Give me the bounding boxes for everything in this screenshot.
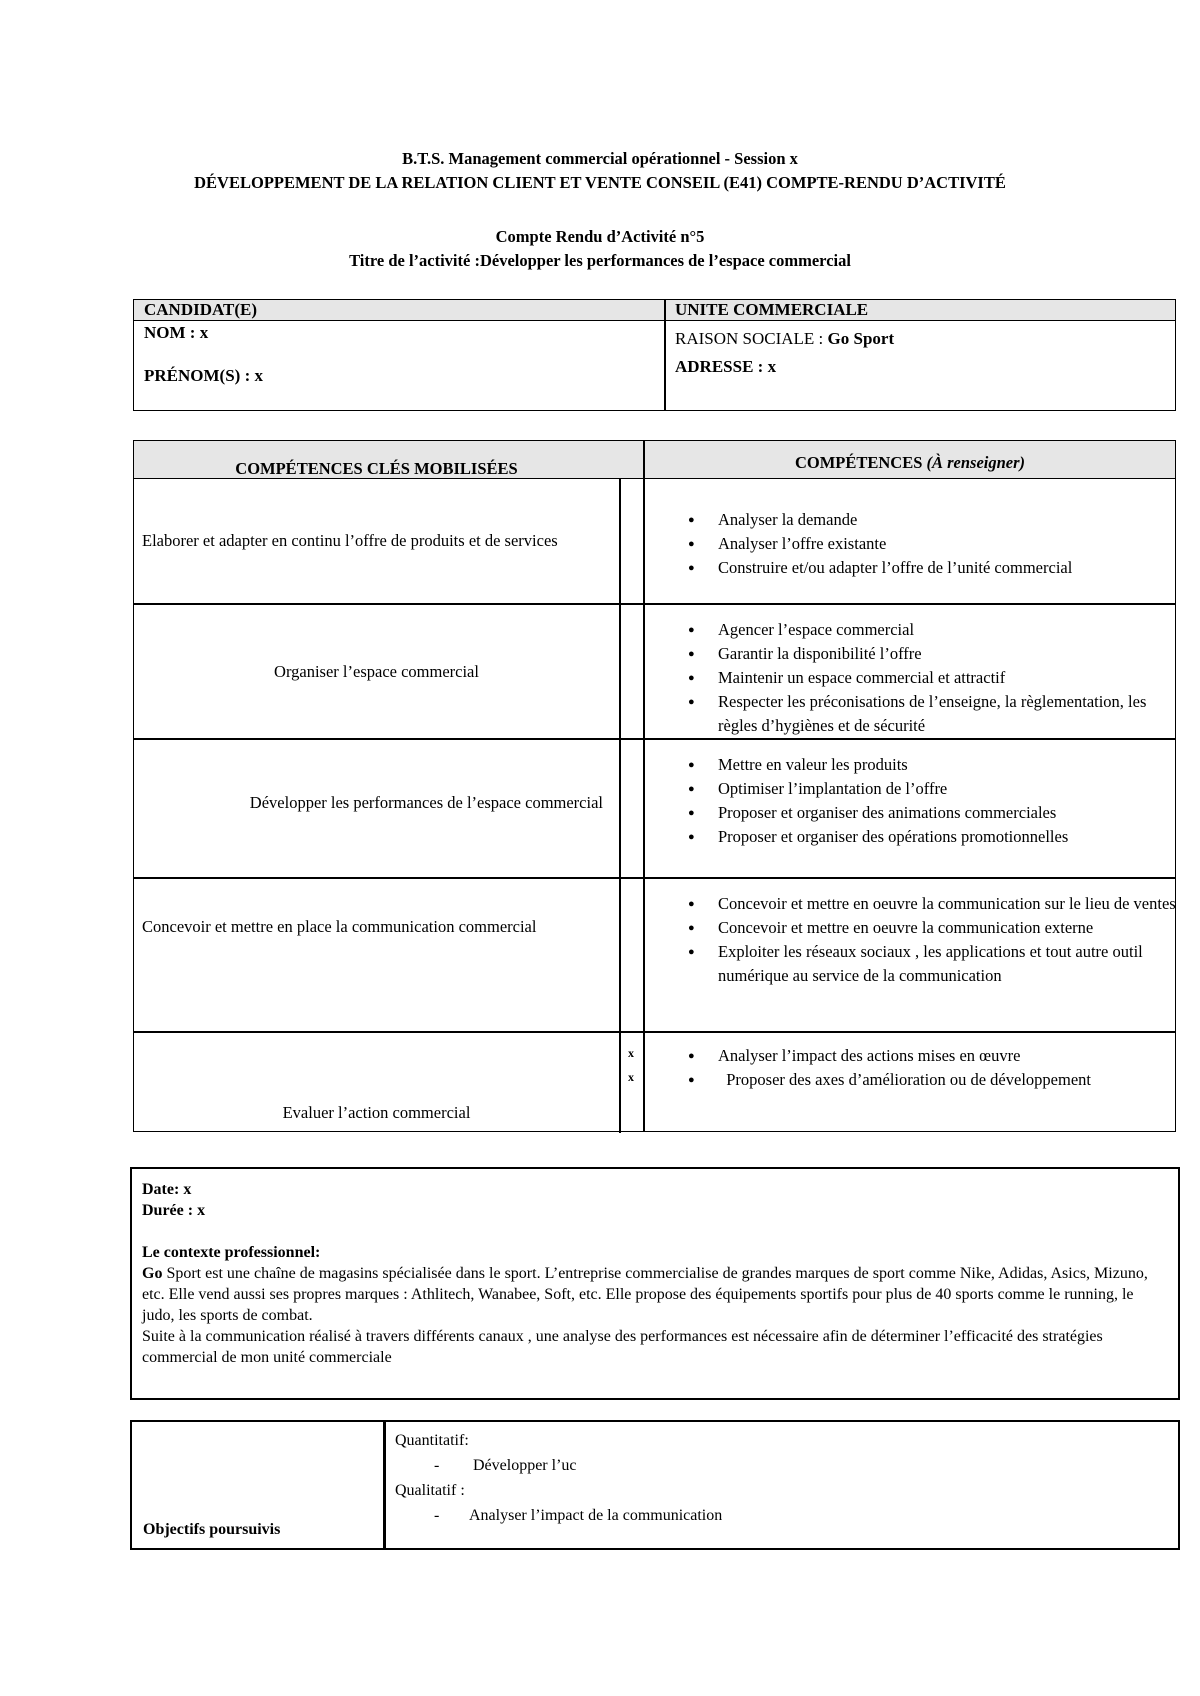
context-date: Date: x bbox=[142, 1181, 192, 1198]
competences-left-header: COMPÉTENCES CLÉS MOBILISÉES bbox=[235, 459, 518, 478]
competence-item: ● Concevoir et mettre en oeuvre la communication sur le lieu de ventes bbox=[674, 892, 1188, 916]
competence-item: ● Construire et/ou adapter l’offre de l’unité commercial bbox=[674, 556, 1188, 580]
unit-raison-value: Go Sport bbox=[827, 329, 895, 348]
competence-item: ● Optimiser l’implantation de l’offre bbox=[674, 777, 1188, 801]
objectives-label: Objectifs poursuivis bbox=[143, 1521, 281, 1538]
competences-row-divider bbox=[134, 603, 1175, 605]
unit-header: UNITE COMMERCIALE bbox=[675, 300, 869, 319]
competence-item: ● Proposer et organiser des opérations promotionnelles bbox=[674, 825, 1188, 849]
objectives-quant-label: Quantitatif: bbox=[395, 1432, 469, 1449]
competence-row-1-list bbox=[674, 508, 1188, 580]
objectives-divider bbox=[383, 1422, 386, 1548]
competences-right-header-main: COMPÉTENCES bbox=[794, 453, 927, 472]
competences-row-divider bbox=[134, 1031, 1175, 1033]
competence-item: ● Exploiter les réseaux sociaux , les applications et tout autre outil numérique au service de la communication bbox=[674, 940, 1188, 988]
context-box bbox=[130, 1167, 1180, 1400]
candidate-prenom: PRÉNOM(S) : x bbox=[144, 366, 263, 385]
exam-subtitle: DÉVELOPPEMENT DE LA RELATION CLIENT ET VENTE CONSEIL (E41) COMPTE-RENDU D’ACTIVITÉ bbox=[194, 173, 1006, 192]
activity-title: Titre de l’activité :Développer les performances de l’espace commercial bbox=[349, 251, 851, 270]
competences-col-divider bbox=[643, 441, 645, 1131]
competence-item: ● Mettre en valeur les produits bbox=[674, 753, 1188, 777]
context-duration: Durée : x bbox=[142, 1202, 206, 1219]
competences-row-divider bbox=[134, 738, 1175, 740]
candidate-table-header bbox=[134, 300, 1175, 321]
competence-item: ● Maintenir un espace commercial et attractif bbox=[674, 666, 1188, 690]
candidate-table-divider bbox=[664, 300, 666, 410]
competence-row-4-label: Concevoir et mettre en place la communication commercial bbox=[142, 917, 537, 936]
context-paragraph-1 bbox=[142, 1263, 1168, 1326]
competences-mark-col-divider bbox=[619, 479, 621, 1133]
competence-item: ● Concevoir et mettre en oeuvre la communication externe bbox=[674, 916, 1188, 940]
competences-row-divider bbox=[134, 877, 1175, 879]
competence-item: ● Garantir la disponibilité l’offre bbox=[674, 642, 1188, 666]
competence-item: ● Proposer des axes d’amélioration ou de développement bbox=[674, 1068, 1188, 1092]
objectives-table bbox=[130, 1420, 1180, 1550]
competence-item: ● Analyser l’impact des actions mises en œuvre bbox=[674, 1044, 1188, 1068]
candidate-table bbox=[133, 299, 1176, 411]
competence-row-3-label: Développer les performances de l’espace commercial bbox=[249, 793, 603, 812]
context-title: Le contexte professionnel: bbox=[142, 1244, 321, 1261]
competence-item: ● Respecter les préconisations de l’enseigne, la règlementation, les règles d’hygiènes et de sécurité bbox=[674, 690, 1188, 738]
objectives-qual-label: Qualitatif : bbox=[395, 1482, 465, 1499]
competence-row-2-list bbox=[674, 618, 1188, 738]
unit-adresse: ADRESSE : x bbox=[675, 357, 777, 376]
exam-title: B.T.S. Management commercial opérationnel - Session x bbox=[402, 149, 798, 168]
context-paragraph-2: Suite à la communication réalisé à travers différents canaux , une analyse des performances est nécessaire afin de déterminer l’efficacité des stratégies commercial de mon unité commerciale bbox=[142, 1328, 1103, 1366]
competences-right-header-note: (À renseigner) bbox=[926, 453, 1026, 472]
competence-item: ● Analyser l’offre existante bbox=[674, 532, 1188, 556]
objectives-qual-item: Analyser l’impact de la communication bbox=[469, 1507, 723, 1524]
report-number: Compte Rendu d’Activité n°5 bbox=[495, 227, 705, 246]
unit-raison-sociale bbox=[675, 329, 894, 349]
candidate-nom: NOM : x bbox=[144, 323, 209, 342]
competence-row-2-label: Organiser l’espace commercial bbox=[274, 662, 479, 681]
context-company-bold: Go bbox=[142, 1265, 163, 1282]
competence-row-3-list bbox=[674, 753, 1188, 849]
objectives-qual-dash: - bbox=[434, 1507, 440, 1524]
competence-row-1-label: Elaborer et adapter en continu l’offre de produits et de services bbox=[142, 531, 558, 550]
competences-table bbox=[133, 440, 1176, 1132]
candidate-header: CANDIDAT(E) bbox=[144, 300, 258, 319]
competence-item: ● Analyser la demande bbox=[674, 508, 1188, 532]
competence-row-5-list bbox=[674, 1044, 1188, 1092]
competences-right-header bbox=[645, 453, 1175, 473]
competence-item: ● Agencer l’espace commercial bbox=[674, 618, 1188, 642]
objectives-quant-dash: - bbox=[434, 1457, 440, 1474]
competence-row-4-list bbox=[674, 892, 1188, 988]
competence-item: ● Proposer et organiser des animations commerciales bbox=[674, 801, 1188, 825]
objectives-quant-item: Développer l’uc bbox=[473, 1457, 577, 1474]
competence-row-5-mark: x bbox=[628, 1046, 634, 1060]
competence-row-5-mark: x bbox=[628, 1070, 634, 1084]
context-paragraph-1-text: Sport est une chaîne de magasins spécialisée dans le sport. L’entreprise commercialise de grandes marques de sport comme Nike, Adidas, Asics, Mizuno, etc. Elle vend aussi ses propres marques : Athlitech, Wanabee, Soft, etc. Elle propose des équipements sportifs pour plus de 40 sports comme le running, le judo, les sports de combat. bbox=[142, 1265, 1148, 1324]
competence-row-5-label: Evaluer l’action commercial bbox=[282, 1103, 471, 1122]
unit-raison-label: RAISON SOCIALE : bbox=[675, 329, 828, 348]
